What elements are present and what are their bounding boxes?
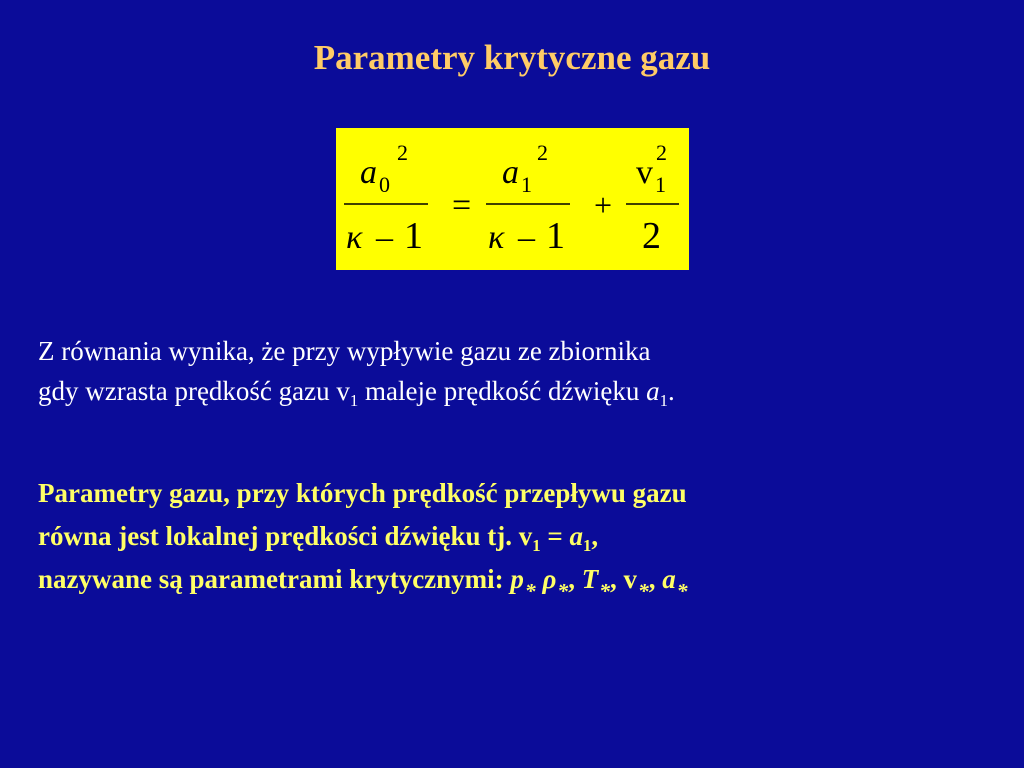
lhs-numerator-sub: 0 xyxy=(379,172,390,197)
formula-box xyxy=(336,128,689,270)
lhs-minus: – xyxy=(376,219,393,256)
star-subscript: * xyxy=(557,578,569,603)
rhs-numerator-sup: 2 xyxy=(656,140,667,165)
critical-parameters-equation xyxy=(336,128,689,270)
symbol-T: T xyxy=(581,564,599,594)
mid-numerator-symbol: a xyxy=(502,154,519,191)
symbol-rho: ρ xyxy=(542,564,557,594)
comma: , xyxy=(568,564,575,594)
text-segment: maleje prędkość dźwięku xyxy=(358,376,647,406)
subscript: 1 xyxy=(349,390,359,410)
symbol-p: p xyxy=(510,564,524,594)
explanation-line-2 xyxy=(38,371,998,411)
lhs-numerator-sup: 2 xyxy=(397,140,408,165)
mid-one: 1 xyxy=(546,215,565,257)
equals-sign: = xyxy=(452,187,472,224)
text-segment: równa jest lokalnej prędkości dźwięku tj. v xyxy=(38,521,533,551)
subscript: 1 xyxy=(583,535,592,555)
text-segment: nazywane są parametrami krytycznymi: xyxy=(38,564,511,594)
mid-minus: – xyxy=(518,219,535,256)
explanation-paragraph xyxy=(38,331,998,411)
text-segment: gdy wzrasta prędkość gazu v xyxy=(38,376,350,406)
lhs-kappa: κ xyxy=(346,219,363,256)
symbol-a: a xyxy=(662,564,676,594)
star-subscript: * xyxy=(599,578,610,603)
definition-line-1: Parametry gazu, przy których prędkość przepływu gazu xyxy=(38,478,687,508)
symbol-a: a xyxy=(646,376,660,406)
mid-kappa: κ xyxy=(488,219,505,256)
symbol-a: a xyxy=(569,521,584,551)
mid-numerator-sup: 2 xyxy=(537,140,548,165)
star-subscript: * xyxy=(637,578,649,603)
star-subscript: * xyxy=(676,578,688,603)
comma: , xyxy=(648,564,656,594)
lhs-numerator-symbol: a xyxy=(360,154,377,191)
subscript: 1 xyxy=(659,390,669,410)
rhs-numerator-sub: 1 xyxy=(655,172,666,197)
rhs-numerator-symbol: v xyxy=(636,154,653,191)
symbol-v: v xyxy=(623,564,637,594)
star-subscript: * xyxy=(524,578,536,603)
definition-paragraph xyxy=(38,472,1008,601)
subscript: 1 xyxy=(532,535,541,555)
explanation-line-1: Z równania wynika, że przy wypływie gazu ze zbiornika xyxy=(38,336,651,366)
text-segment: , xyxy=(591,521,599,551)
plus-sign: + xyxy=(594,187,613,223)
comma: , xyxy=(609,564,617,594)
slide-title: Parametry krytyczne gazu xyxy=(313,38,711,77)
rhs-denominator: 2 xyxy=(642,215,661,257)
lhs-one: 1 xyxy=(404,215,423,257)
text-segment: . xyxy=(668,376,675,406)
definition-line-2 xyxy=(38,515,1008,558)
definition-line-3 xyxy=(38,558,1008,601)
mid-numerator-sub: 1 xyxy=(521,172,532,197)
text-segment: = xyxy=(540,521,570,551)
